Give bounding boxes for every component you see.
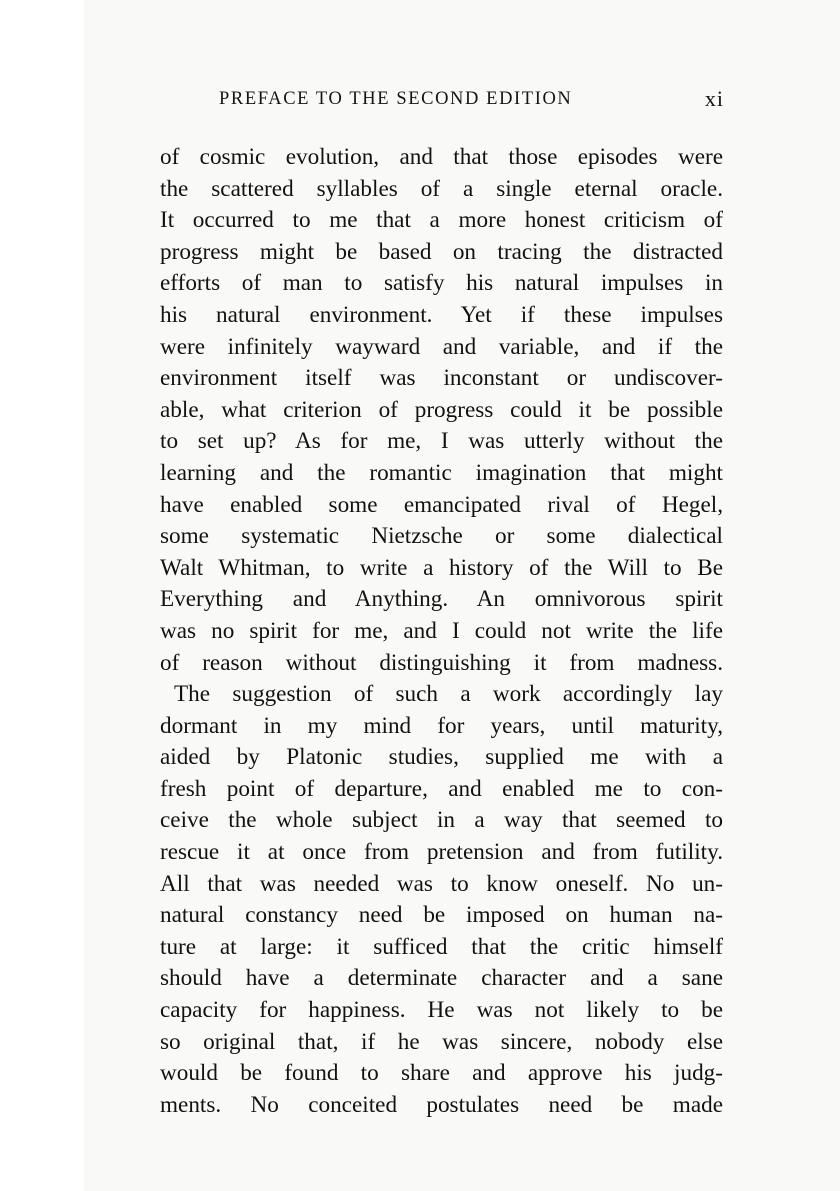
text-line: environment itself was inconstant or undiscover- [160, 365, 723, 392]
text-line: to set up? As for me, I was utterly without the [160, 428, 723, 455]
paragraph [160, 142, 723, 679]
page-header [219, 86, 724, 116]
text-line: rescue it at once from pretension and from futility. [160, 839, 723, 866]
paragraph [160, 679, 723, 1121]
text-line: learning and the romantic imagination that might [160, 459, 723, 486]
text-line: efforts of man to satisfy his natural impulses in [160, 270, 723, 297]
text-line: ceive the whole subject in a way that seemed to [160, 807, 723, 834]
text-line: capacity for happiness. He was not likely to be [160, 997, 723, 1024]
text-line: able, what criterion of progress could it be possible [160, 396, 723, 423]
text-line: Walt Whitman, to write a history of the Will to Be [160, 554, 723, 581]
text-line: fresh point of departure, and enabled me to con- [160, 775, 723, 802]
text-line: dormant in my mind for years, until maturity, [160, 712, 723, 739]
text-line: have enabled some emancipated rival of Hegel, [160, 491, 723, 518]
text-line: should have a determinate character and a sane [160, 965, 723, 992]
text-line: so original that, if he was sincere, nobody else [160, 1028, 723, 1055]
running-head: PREFACE TO THE SECOND EDITION [219, 89, 573, 109]
text-line: was no spirit for me, and I could not write the life [160, 617, 723, 644]
text-line: of cosmic evolution, and that those episodes were [160, 144, 723, 170]
text-line: progress might be based on tracing the distracted [160, 238, 723, 265]
text-line: It occurred to me that a more honest criticism of [160, 207, 723, 234]
text-line: ments. No conceited postulates need be made [160, 1091, 723, 1118]
text-line: the scattered syllables of a single eternal oracle. [160, 175, 723, 202]
text-line: natural constancy need be imposed on human na- [160, 902, 723, 929]
text-line: Everything and Anything. An omnivorous spirit [160, 586, 723, 613]
text-line: The suggestion of such a work accordingly lay [174, 681, 723, 708]
text-line: ture at large: it sufficed that the critic himself [160, 933, 723, 960]
text-line: were infinitely wayward and variable, and if the [160, 333, 723, 360]
page-number: xi [704, 86, 724, 111]
body-text [160, 142, 723, 1121]
text-line: some systematic Nietzsche or some dialectical [160, 523, 723, 550]
text-line: would be found to share and approve his judg- [160, 1060, 723, 1087]
text-line: All that was needed was to know oneself. No un- [160, 870, 723, 897]
text-line: aided by Platonic studies, supplied me with a [160, 744, 723, 771]
text-line: his natural environment. Yet if these impulses [160, 301, 723, 328]
text-line: of reason without distinguishing it from madness. [160, 649, 723, 676]
